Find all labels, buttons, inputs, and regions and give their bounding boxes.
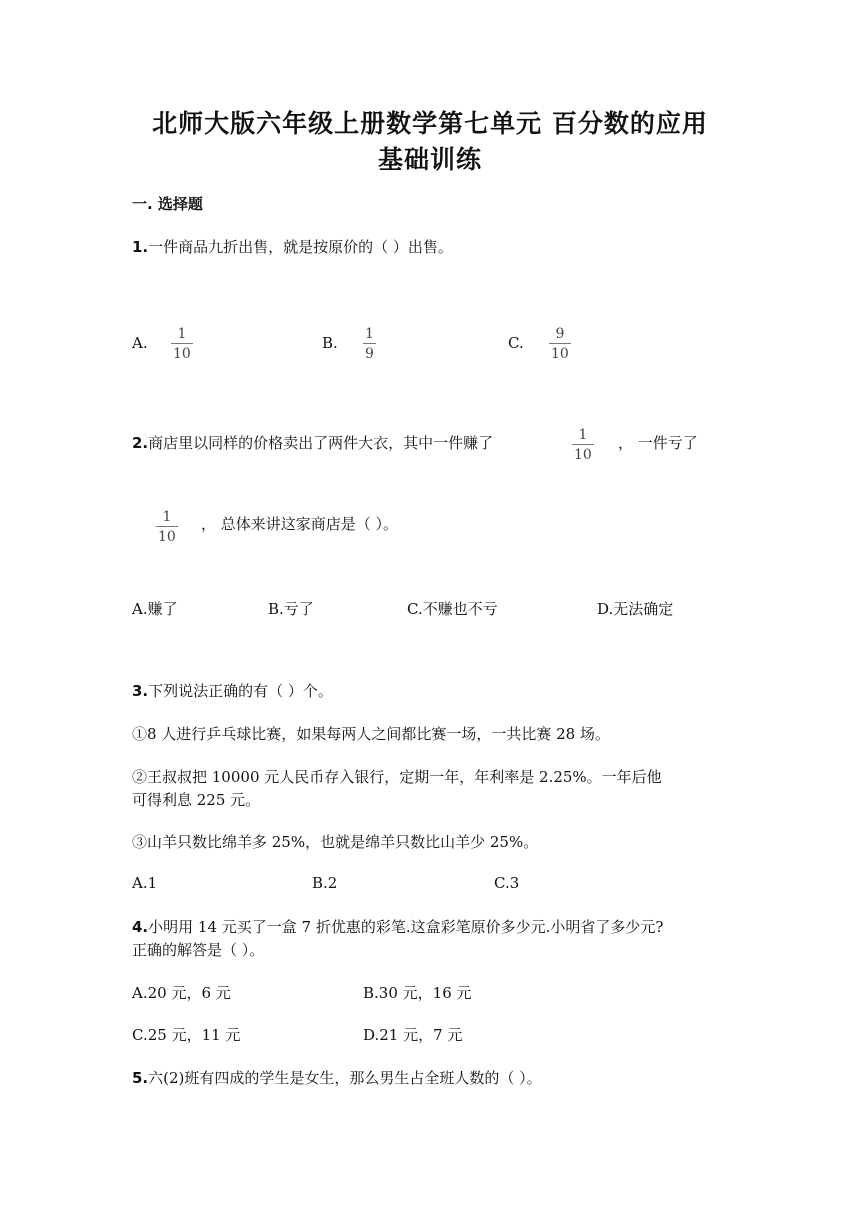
fraction-bar xyxy=(171,343,193,344)
q3-option-a: A.1 xyxy=(132,874,158,892)
q4-option-a: A.20 元，6 元 xyxy=(132,984,231,1002)
question-4 xyxy=(132,916,663,937)
fraction-bar xyxy=(549,343,571,344)
question-1 xyxy=(132,236,453,257)
fraction-numerator: 1 xyxy=(365,326,374,342)
fraction-denominator: 10 xyxy=(173,346,191,362)
q4-option-d: D.21 元，7 元 xyxy=(363,1026,463,1044)
fraction-denominator: 10 xyxy=(551,346,569,362)
fraction-denominator: 10 xyxy=(574,447,592,463)
q3-statement-3: ③山羊只数比绵羊多 25%，也就是绵羊只数比山羊少 25%。 xyxy=(132,833,539,851)
fraction-denominator: 9 xyxy=(365,346,374,362)
question-number: 1. xyxy=(132,238,149,256)
question-number: 5. xyxy=(132,1069,149,1087)
question-text-continued: ， 总体来讲这家商店是（ ）。 xyxy=(201,515,399,533)
question-number: 4. xyxy=(132,918,149,936)
question-2 xyxy=(132,432,493,453)
q2-option-b: B.亏了 xyxy=(268,600,314,618)
fraction-numerator: 1 xyxy=(162,509,172,525)
page-title-line1: 北师大版六年级上册数学第七单元 百分数的应用 xyxy=(152,109,708,138)
question-number: 2. xyxy=(132,434,149,452)
q4-option-c: C.25 元，11 元 xyxy=(132,1026,241,1044)
q1-option-a-label: A. xyxy=(132,334,148,352)
q3-statement-2-continued: 可得利息 225 元。 xyxy=(132,791,261,809)
q3-option-b: B.2 xyxy=(312,874,338,892)
fraction-numerator: 1 xyxy=(578,427,588,443)
fraction-bar xyxy=(363,343,376,344)
fraction-bar xyxy=(572,444,594,445)
fraction-numerator: 9 xyxy=(555,326,565,342)
q1-option-b-fraction xyxy=(363,327,376,361)
q1-option-a-fraction xyxy=(171,327,193,361)
q2-option-c: C.不赚也不亏 xyxy=(407,600,498,618)
section-heading: 一. 选择题 xyxy=(132,195,203,213)
q2-option-d: D.无法确定 xyxy=(597,600,674,618)
q2-fraction-loss xyxy=(156,510,178,544)
q3-option-c: C.3 xyxy=(494,874,520,892)
question-text: 六(2)班有四成的学生是女生，那么男生占全班人数的（ ）。 xyxy=(148,1069,542,1087)
question-text: 小明用 14 元买了一盒 7 折优惠的彩笔.这盒彩笔原价多少元.小明省了多少元? xyxy=(148,918,664,936)
q1-option-c-fraction xyxy=(549,327,571,361)
question-text: 商店里以同样的价格卖出了两件大衣，其中一件赚了 xyxy=(148,434,494,452)
fraction-numerator: 1 xyxy=(177,326,187,342)
q2-option-a: A.赚了 xyxy=(132,600,178,618)
q1-option-b-label: B. xyxy=(322,334,338,352)
q4-option-b: B.30 元，16 元 xyxy=(363,984,472,1002)
q1-option-c-label: C. xyxy=(508,334,524,352)
fraction-denominator: 10 xyxy=(158,529,176,545)
question-text: 一件商品九折出售，就是按原价的（ ）出售。 xyxy=(148,238,453,256)
fraction-bar xyxy=(156,526,178,527)
question-5 xyxy=(132,1067,542,1088)
page-title-line2: 基础训练 xyxy=(377,145,482,174)
question-text-continued: ， 一件亏了 xyxy=(618,434,698,452)
q2-fraction-gain xyxy=(572,428,594,462)
q3-statement-2: ②王叔叔把 10000 元人民币存入银行，定期一年，年利率是 2.25%。一年后他 xyxy=(132,768,662,786)
question-text: 下列说法正确的有（ ）个。 xyxy=(148,682,333,700)
question-number: 3. xyxy=(132,682,149,700)
q3-statement-1: ①8 人进行乒乓球比赛，如果每两人之间都比赛一场，一共比赛 28 场。 xyxy=(132,725,610,743)
question-text-line2: 正确的解答是（ ）。 xyxy=(132,941,265,959)
question-3 xyxy=(132,680,333,701)
